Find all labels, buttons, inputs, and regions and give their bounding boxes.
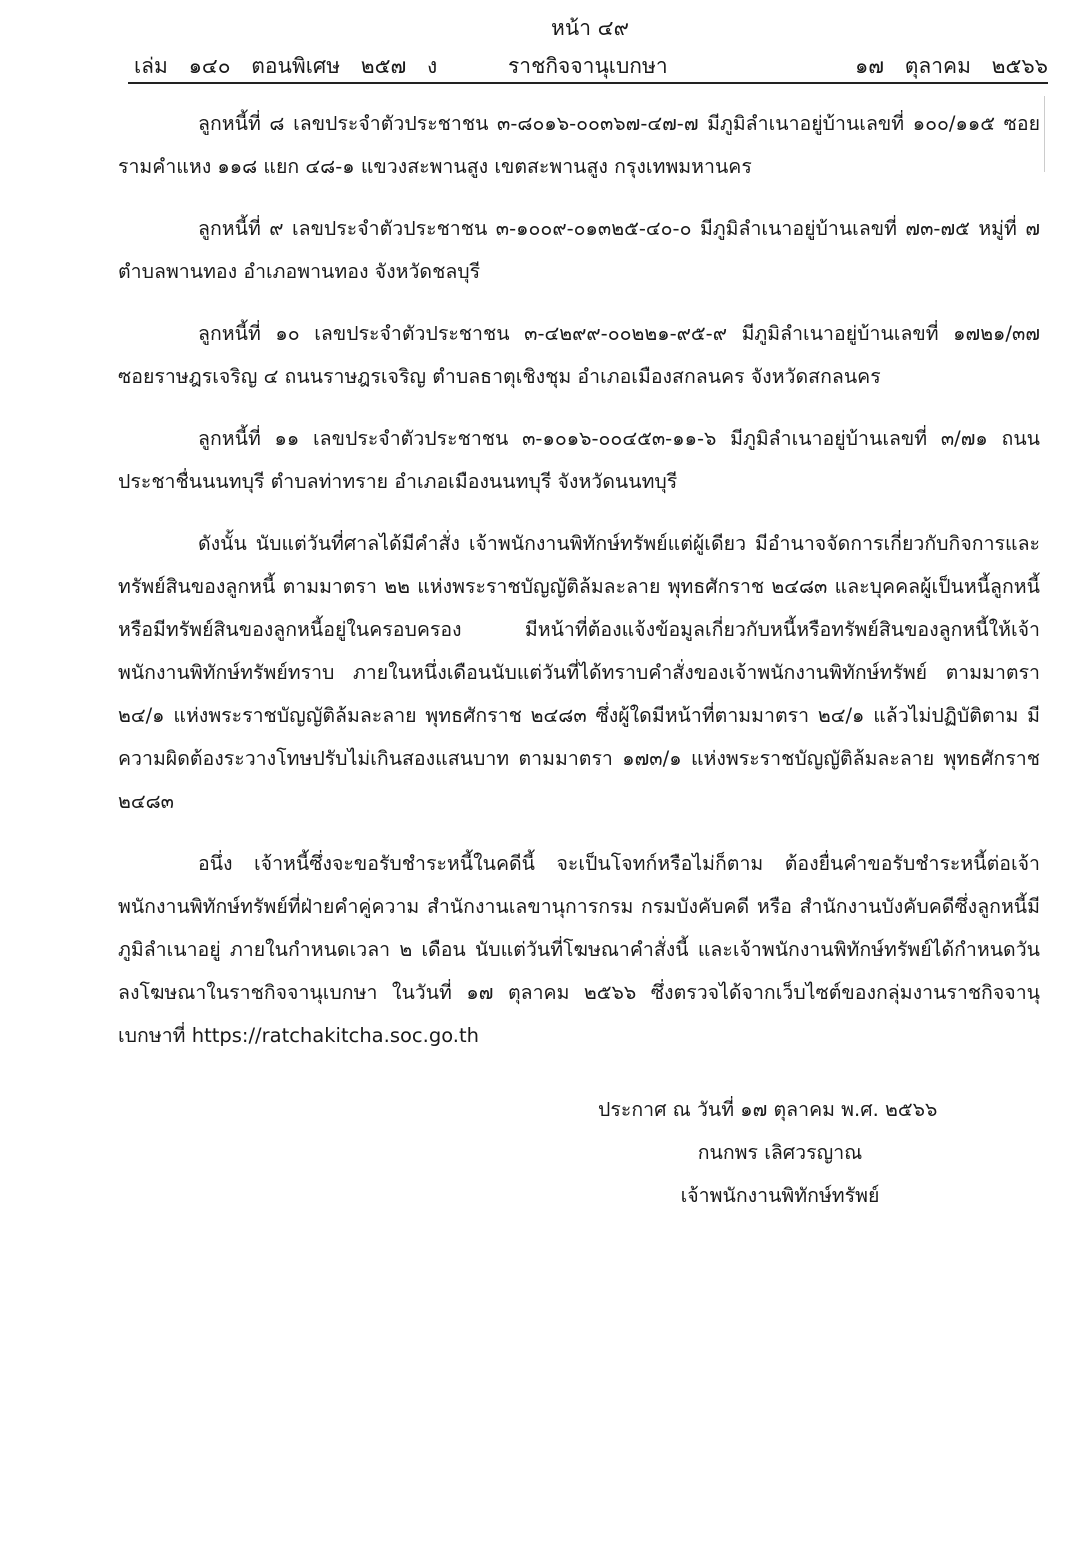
paragraph-debtor-11: ลูกหนี้ที่ ๑๑ เลขประจำตัวประชาชน ๓-๑๐๑๖-๐๐๔๕๓-๑๑-๖ มีภูมิลำเนาอยู่บ้านเลขที่ ๓/๗๑ ถนนประชาชื่นนนทบุรี ตำบลท่าทราย อำเภอเมืองนนทบุรี จังหวัดนนทบุรี <box>118 427 1040 493</box>
margin-mark <box>1044 96 1045 172</box>
gazette-header <box>128 50 1048 84</box>
announcement-date: ประกาศ ณ วันที่ ๑๗ ตุลาคม พ.ศ. ๒๕๖๖ <box>598 1098 938 1121</box>
document-body <box>118 102 1040 1057</box>
publication-name: ราชกิจจานุเบกษา <box>508 54 668 78</box>
paragraph-debtor-9: ลูกหนี้ที่ ๙ เลขประจำตัวประชาชน ๓-๑๐๐๙-๐๑๓๒๕-๔๐-๐ มีภูมิลำเนาอยู่บ้านเลขที่ ๗๓-๗๕ หมู่ที่ ๗ ตำบลพานทอง อำเภอพานทอง จังหวัดชลบุรี <box>118 217 1040 283</box>
paragraph-creditor-claims: อนึ่ง เจ้าหนี้ซึ่งจะขอรับชำระหนี้ในคดีนี้ จะเป็นโจทก์หรือไม่ก็ตาม ต้องยื่นคำขอรับชำระหนี้ต่อเจ้าพนักงานพิทักษ์ทรัพย์ที่ฝ่ายคำคู่ความ สำนักงานเลขานุการกรม กรมบังคับคดี หรือ สำนักงานบังคับคดีซึ่งลูกหนี้มีภูมิลำเนาอยู่ ภายในกำหนดเวลา ๒ เดือน นับแต่วันที่โฆษณาคำสั่งนี้ และเจ้าพนักงานพิทักษ์ทรัพย์ได้กำหนดวันลงโฆษณาในราชกิจจานุเบกษา ในวันที่ ๑๗ ตุลาคม ๒๕๖๖ ซึ่งตรวจได้จากเว็บไซต์ของกลุ่มงานราชกิจจานุเบกษาที่ https://ratchakitcha.soc.go.th <box>118 852 1040 1047</box>
signatory-position: เจ้าพนักงานพิทักษ์ทรัพย์ <box>680 1184 880 1207</box>
signature-block <box>520 1088 1040 1217</box>
signatory-name: กนกพร เลิศวรญาณ <box>697 1141 863 1164</box>
page-number: หน้า ๔๙ <box>551 16 629 40</box>
volume-issue: เล่ม ๑๔๐ ตอนพิเศษ ๒๕๗ ง <box>134 54 438 78</box>
paragraph-debtor-10: ลูกหนี้ที่ ๑๐ เลขประจำตัวประชาชน ๓-๔๒๙๙-๐๐๒๒๑-๙๕-๙ มีภูมิลำเนาอยู่บ้านเลขที่ ๑๗๒๑/๓๗ ซอยราษฎรเจริญ ๔ ถนนราษฎรเจริญ ตำบลธาตุเชิงชุม อำเภอเมืองสกลนคร จังหวัดสกลนคร <box>118 322 1040 388</box>
paragraph-order-effect: ดังนั้น นับแต่วันที่ศาลได้มีคำสั่ง เจ้าพนักงานพิทักษ์ทรัพย์แต่ผู้เดียว มีอำนาจจัดการเกี่ยวกับกิจการและทรัพย์สินของลูกหนี้ ตามมาตรา ๒๒ แห่งพระราชบัญญัติล้มละลาย พุทธศักราช ๒๔๘๓ และบุคคลผู้เป็นหนี้ลูกหนี้หรือมีทรัพย์สินของลูกหนี้อยู่ในครอบครอง มีหน้าที่ต้องแจ้งข้อมูลเกี่ยวกับหนี้หรือทรัพย์สินของลูกหนี้ให้เจ้าพนักงานพิทักษ์ทรัพย์ทราบ ภายในหนึ่งเดือนนับแต่วันที่ได้ทราบคำสั่งของเจ้าพนักงานพิทักษ์ทรัพย์ ตามมาตรา ๒๔/๑ แห่งพระราชบัญญัติล้มละลาย พุทธศักราช ๒๔๘๓ ซึ่งผู้ใดมีหน้าที่ตามมาตรา ๒๔/๑ แล้วไม่ปฏิบัติตาม มีความผิดต้องระวางโทษปรับไม่เกินสองแสนบาท ตามมาตรา ๑๗๓/๑ แห่งพระราชบัญญัติล้มละลาย พุทธศักราช ๒๔๘๓ <box>118 532 1040 813</box>
publication-date: ๑๗ ตุลาคม ๒๕๖๖ <box>854 54 1048 78</box>
paragraph-debtor-8: ลูกหนี้ที่ ๘ เลขประจำตัวประชาชน ๓-๘๐๑๖-๐๐๓๖๗-๔๗-๗ มีภูมิลำเนาอยู่บ้านเลขที่ ๑๐๐/๑๑๕ ซอยรามคำแหง ๑๑๘ แยก ๔๘-๑ แขวงสะพานสูง เขตสะพานสูง กรุงเทพมหานคร <box>118 112 1040 178</box>
